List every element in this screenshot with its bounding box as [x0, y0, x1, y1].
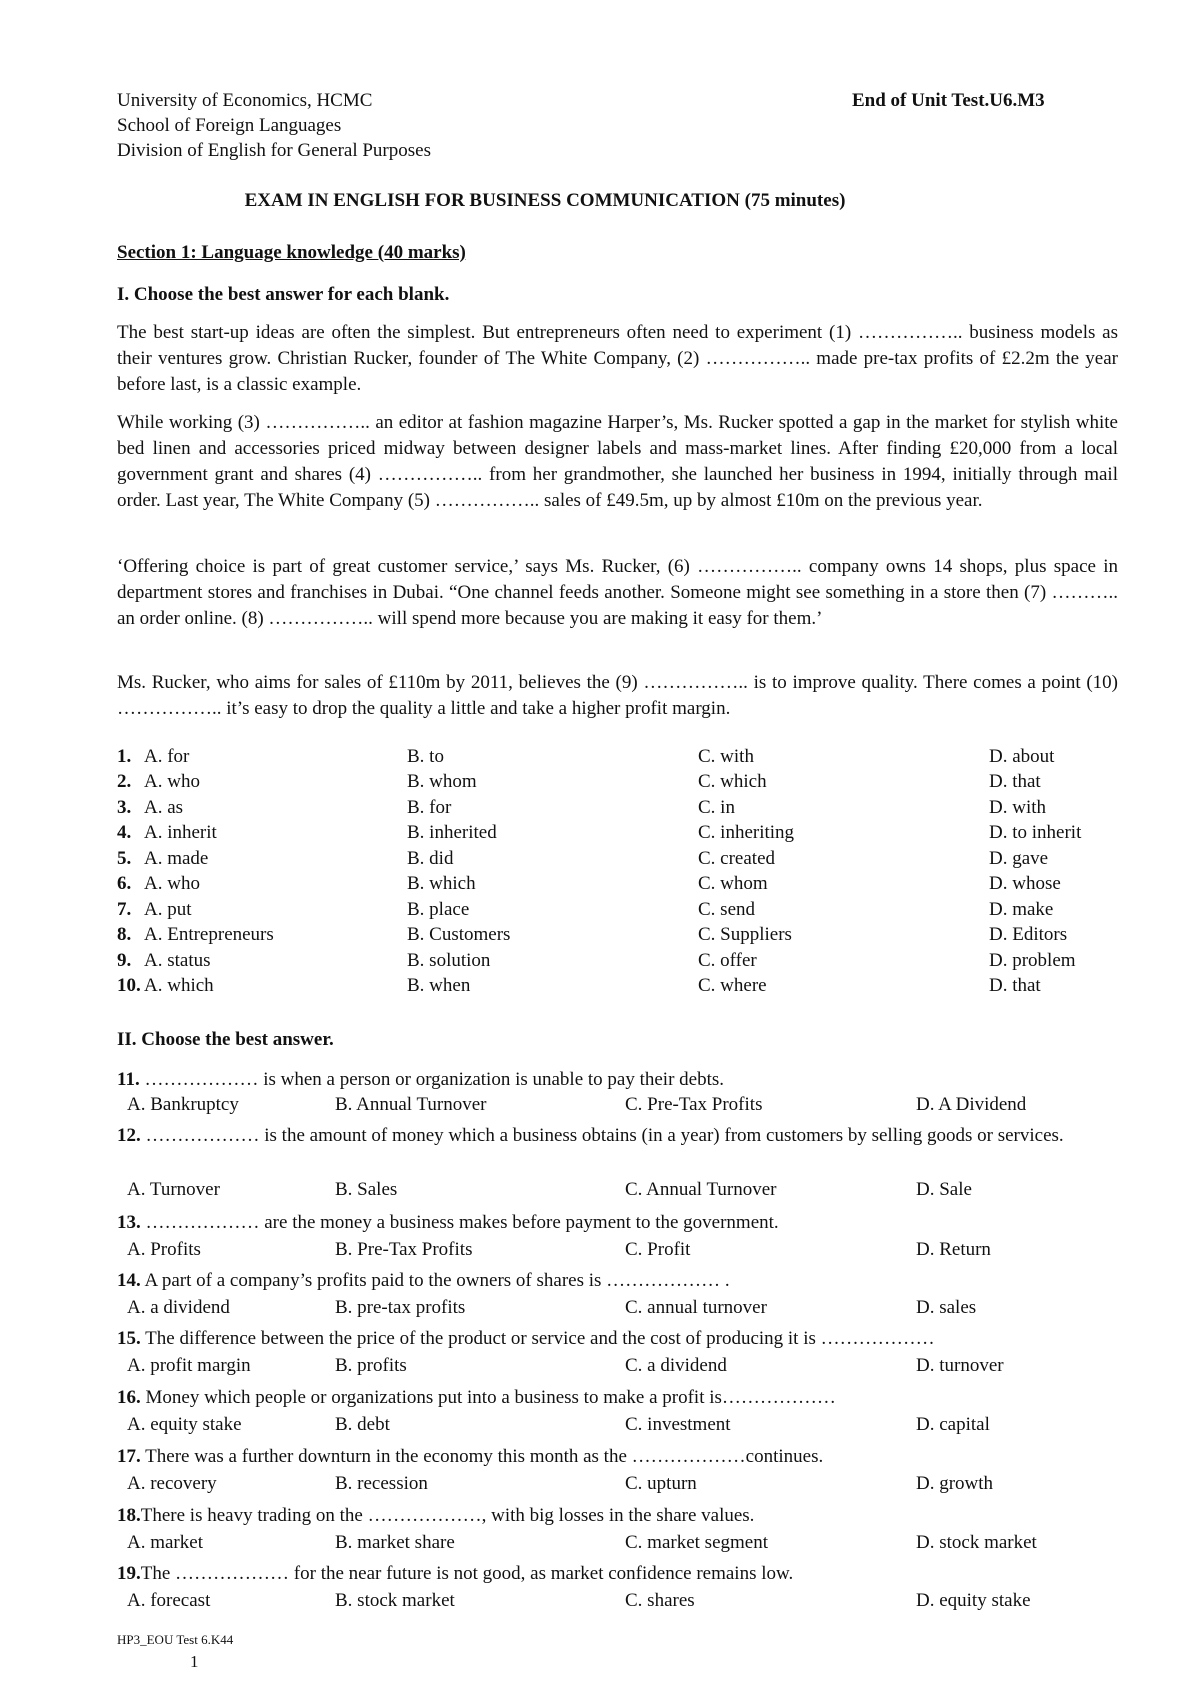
option-b: B. Annual Turnover: [335, 1094, 487, 1115]
item-number: 8.: [117, 924, 132, 945]
option-row: [127, 1355, 1127, 1381]
part-2-heading: II. Choose the best answer.: [117, 1029, 334, 1050]
option-c: C. where: [698, 975, 767, 996]
question-text: [117, 1560, 1117, 1587]
option-b: B. recession: [335, 1473, 428, 1494]
option-d: D. stock market: [916, 1532, 1037, 1553]
option-b: B. solution: [407, 950, 491, 971]
option-b: B. profits: [335, 1355, 407, 1376]
option-a: A. forecast: [127, 1590, 211, 1611]
option-c: C. inheriting: [698, 822, 795, 843]
option-b: B. market share: [335, 1532, 455, 1553]
option-row: [127, 1532, 1127, 1558]
option-d: D. that: [989, 771, 1041, 792]
passage-paragraph-2: While working (3) …………….. an editor at fashion magazine Harper’s, Ms. Rucker spotted a gap in the market for stylish white bed linen and accessories priced midway between designer labels and mass-market lines. After finding £20,000 from a local government grant and shares (4) …………….. from her grandmother, she launched her business in 1994, initially through mail order. Last year, The White Company (5) …………….. sales of £49.5m, up by almost £10m on the previous year.: [117, 412, 1118, 511]
answer-row: [117, 848, 1117, 873]
question-number: 12.: [117, 1125, 141, 1146]
question-number: 19.: [117, 1563, 141, 1584]
option-c: C. with: [698, 746, 754, 767]
test-id: End of Unit Test.U6.M3: [852, 90, 1045, 111]
question-text: [117, 1209, 1117, 1236]
option-b: B. to: [407, 746, 444, 767]
option-d: D. Sale: [916, 1179, 972, 1200]
division-name: Division of English for General Purposes: [117, 140, 431, 161]
option-a: A. Turnover: [127, 1179, 220, 1200]
option-b: B. Pre-Tax Profits: [335, 1239, 473, 1260]
question-text: [117, 1267, 1117, 1294]
option-c: C. upturn: [625, 1473, 697, 1494]
option-row: [127, 1297, 1127, 1323]
option-d: D. about: [989, 746, 1055, 767]
option-d: D. growth: [916, 1473, 994, 1494]
option-b: B. inherited: [407, 822, 497, 843]
question-number: 18.: [117, 1505, 141, 1526]
answer-row: [117, 950, 1117, 975]
passage-paragraph-4: Ms. Rucker, who aims for sales of £110m by 2011, believes the (9) …………….. is to improve quality. There comes a point (10) …………….. it’s easy to drop the quality a little and take a higher profit margin.: [117, 672, 1118, 719]
option-d: D. that: [989, 975, 1041, 996]
question-number: 15.: [117, 1328, 141, 1349]
option-c: C. investment: [625, 1414, 731, 1435]
option-d: D. sales: [916, 1297, 977, 1318]
question-stem: ……………… is when a person or organization is unable to pay their debts.: [139, 1069, 725, 1090]
question-stem: ……………… are the money a business makes before payment to the government.: [140, 1212, 779, 1233]
answer-row: [117, 924, 1117, 949]
option-a: A. inherit: [144, 822, 217, 843]
option-a: A. Entrepreneurs: [144, 924, 274, 945]
answer-row: [117, 746, 1117, 771]
option-b: B. Customers: [407, 924, 511, 945]
question-text: [117, 1325, 1117, 1352]
option-a: A. status: [144, 950, 211, 971]
option-c: C. market segment: [625, 1532, 768, 1553]
option-b: B. when: [407, 975, 471, 996]
option-c: C. annual turnover: [625, 1297, 767, 1318]
option-b: B. which: [407, 873, 476, 894]
question-stem: There is heavy trading on the ………………, with big losses in the share values.: [140, 1505, 755, 1526]
option-row: [127, 1473, 1127, 1499]
option-a: A. as: [144, 797, 184, 818]
question-stem: Money which people or organizations put into a business to make a profit is………………: [140, 1387, 836, 1408]
option-a: A. profit margin: [127, 1355, 251, 1376]
option-row: [127, 1590, 1127, 1616]
option-a: A. which: [144, 975, 214, 996]
option-d: D. Return: [916, 1239, 991, 1260]
option-d: D. A Dividend: [916, 1094, 1027, 1115]
option-b: B. pre-tax profits: [335, 1297, 466, 1318]
question-text: [117, 1443, 1117, 1470]
item-number: 7.: [117, 899, 132, 920]
option-row: [127, 1239, 1127, 1265]
option-a: A. for: [144, 746, 190, 767]
option-d: D. equity stake: [916, 1590, 1031, 1611]
option-c: C. whom: [698, 873, 768, 894]
option-b: B. stock market: [335, 1590, 455, 1611]
option-d: D. whose: [989, 873, 1061, 894]
page-number: 1: [190, 1652, 199, 1671]
answer-row: [117, 797, 1117, 822]
option-row: [127, 1094, 1127, 1120]
question-number: 14.: [117, 1270, 141, 1291]
item-number: 2.: [117, 771, 132, 792]
option-c: C. a dividend: [625, 1355, 727, 1376]
exam-title: EXAM IN ENGLISH FOR BUSINESS COMMUNICATION (75 minutes): [244, 190, 846, 211]
option-b: B. place: [407, 899, 470, 920]
option-a: A. Bankruptcy: [127, 1094, 239, 1115]
option-c: C. offer: [698, 950, 757, 971]
item-number: 6.: [117, 873, 132, 894]
option-c: C. Suppliers: [698, 924, 792, 945]
option-b: B. debt: [335, 1414, 390, 1435]
question-stem: There was a further downturn in the economy this month as the ………………continues.: [140, 1446, 824, 1467]
answer-row: [117, 771, 1117, 796]
answer-row: [117, 899, 1117, 924]
item-number: 4.: [117, 822, 132, 843]
school-name: School of Foreign Languages: [117, 115, 342, 136]
option-b: B. whom: [407, 771, 477, 792]
option-d: D. with: [989, 797, 1046, 818]
option-c: C. which: [698, 771, 767, 792]
option-c: C. shares: [625, 1590, 695, 1611]
question-stem: ……………… is the amount of money which a business obtains (in a year) from customers by selling goods or services.: [140, 1125, 1064, 1146]
option-a: A. Profits: [127, 1239, 201, 1260]
option-row: [127, 1179, 1127, 1205]
answer-row: [117, 975, 1117, 1000]
option-d: D. problem: [989, 950, 1076, 971]
passage-paragraph-3: ‘Offering choice is part of great customer service,’ says Ms. Rucker, (6) …………….. company owns 14 shops, plus space in department stores and franchises in Dubai. “One channel feeds another. Someone might see something in a store then (7) ……….. an order online. (8) …………….. will spend more because you are making it easy for them.’: [117, 556, 1118, 629]
option-c: C. Pre-Tax Profits: [625, 1094, 763, 1115]
option-b: B. Sales: [335, 1179, 398, 1200]
question-text: [117, 1122, 1117, 1149]
option-d: D. Editors: [989, 924, 1068, 945]
option-d: D. capital: [916, 1414, 990, 1435]
option-b: B. for: [407, 797, 452, 818]
option-row: [127, 1414, 1127, 1440]
option-a: A. put: [144, 899, 192, 920]
option-d: D. gave: [989, 848, 1049, 869]
answer-row: [117, 822, 1117, 847]
option-d: D. to inherit: [989, 822, 1082, 843]
option-c: C. Profit: [625, 1239, 691, 1260]
question-stem: The difference between the price of the product or service and the cost of producing it is ………………: [140, 1328, 935, 1349]
question-stem: A part of a company’s profits paid to the owners of shares is ……………… .: [140, 1270, 730, 1291]
option-c: C. in: [698, 797, 735, 818]
option-c: C. Annual Turnover: [625, 1179, 777, 1200]
section-1-heading: Section 1: Language knowledge (40 marks): [117, 242, 466, 263]
option-a: A. who: [144, 771, 200, 792]
option-d: D. turnover: [916, 1355, 1004, 1376]
question-number: 13.: [117, 1212, 141, 1233]
passage-paragraph-1: The best start-up ideas are often the simplest. But entrepreneurs often need to experiment (1) …………….. business models as their ventures grow. Christian Rucker, founder of The White Company, (2) …………….. made pre-tax profits of £2.2m the year before last, is a classic example.: [117, 322, 1118, 395]
option-b: B. did: [407, 848, 454, 869]
option-c: C. send: [698, 899, 755, 920]
part-1-heading: I. Choose the best answer for each blank.: [117, 284, 450, 305]
question-number: 11.: [117, 1069, 140, 1090]
item-number: 3.: [117, 797, 132, 818]
question-number: 17.: [117, 1446, 141, 1467]
university-name: University of Economics, HCMC: [117, 90, 373, 111]
option-a: A. made: [144, 848, 209, 869]
option-d: D. make: [989, 899, 1054, 920]
answer-row: [117, 873, 1117, 898]
question-stem: The ……………… for the near future is not good, as market confidence remains low.: [140, 1563, 794, 1584]
option-a: A. a dividend: [127, 1297, 230, 1318]
item-number: 1.: [117, 746, 132, 767]
footer-code: HP3_EOU Test 6.K44: [117, 1632, 234, 1647]
option-a: A. market: [127, 1532, 203, 1553]
question-text: [117, 1502, 1117, 1529]
item-number: 5.: [117, 848, 132, 869]
option-a: A. who: [144, 873, 200, 894]
item-number: 9.: [117, 950, 132, 971]
question-number: 16.: [117, 1387, 141, 1408]
option-a: A. recovery: [127, 1473, 217, 1494]
question-text: [117, 1066, 1117, 1093]
option-a: A. equity stake: [127, 1414, 242, 1435]
question-text: [117, 1384, 1117, 1411]
option-c: C. created: [698, 848, 776, 869]
item-number: 10.: [117, 975, 141, 996]
